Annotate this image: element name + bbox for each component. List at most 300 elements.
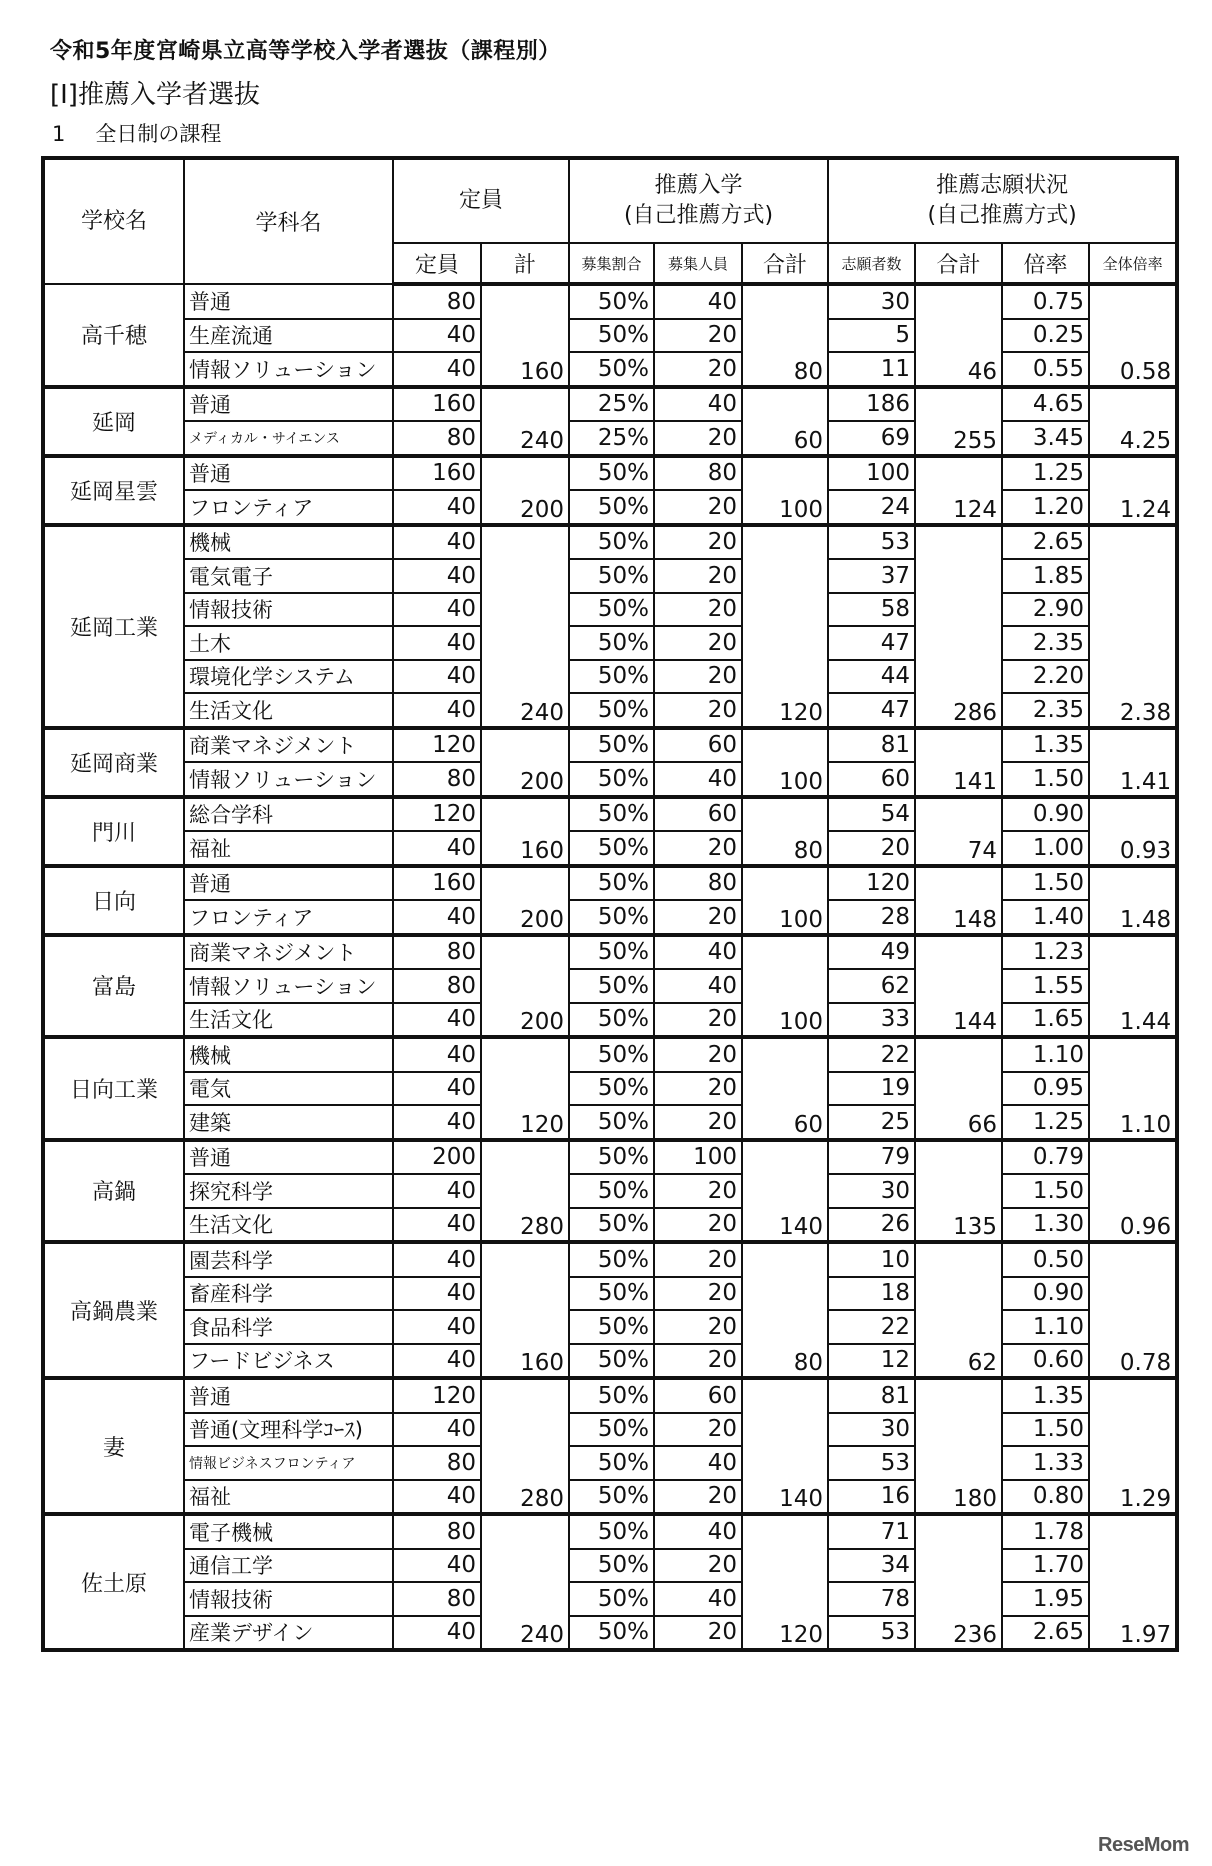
rate: 1.25	[1002, 1105, 1089, 1140]
subject-name: 探究科学	[184, 1174, 393, 1208]
capacity: 120	[393, 1378, 481, 1413]
recruit-ratio: 50%	[569, 693, 654, 728]
subject-name: 生活文化	[184, 693, 393, 728]
capacity: 80	[393, 762, 481, 797]
school-name: 日向工業	[43, 1037, 184, 1140]
recruit-ratio: 50%	[569, 728, 654, 763]
applicants: 69	[828, 421, 915, 456]
table-row	[43, 1072, 1177, 1106]
rate: 1.78	[1002, 1514, 1089, 1549]
recruit-ratio: 50%	[569, 490, 654, 525]
school-name: 延岡商業	[43, 728, 184, 797]
subject-name: 普通(文理科学ｺｰｽ)	[184, 1413, 393, 1447]
applicants: 120	[828, 866, 915, 901]
subject-name: 福祉	[184, 831, 393, 866]
capacity: 40	[393, 1344, 481, 1379]
header-capacity-group: 定員	[393, 158, 569, 243]
overall-rate: 1.48	[1089, 866, 1177, 935]
rate: 0.79	[1002, 1140, 1089, 1175]
header-applicants: 志願者数	[828, 243, 915, 284]
table-row	[43, 693, 1177, 728]
applicants: 25	[828, 1105, 915, 1140]
recruit-ratio: 50%	[569, 1208, 654, 1243]
recruit-ratio: 50%	[569, 284, 654, 319]
subject-name: 情報技術	[184, 1582, 393, 1616]
recruit-count: 20	[654, 1549, 742, 1583]
table-row	[43, 935, 1177, 970]
recruit-ratio: 50%	[569, 797, 654, 832]
subject-name: 総合学科	[184, 797, 393, 832]
subject-name: 園芸科学	[184, 1242, 393, 1277]
subject-name: フロンティア	[184, 490, 393, 525]
recruit-ratio: 50%	[569, 456, 654, 491]
applicants: 81	[828, 728, 915, 763]
capacity: 40	[393, 352, 481, 387]
capacity: 200	[393, 1140, 481, 1175]
subject-name: 普通	[184, 1140, 393, 1175]
table-row	[43, 1105, 1177, 1140]
table-row	[43, 525, 1177, 560]
recruit-count: 20	[654, 900, 742, 935]
recruit-count: 20	[654, 693, 742, 728]
school-name: 富島	[43, 935, 184, 1038]
recruit-ratio: 50%	[569, 1105, 654, 1140]
capacity: 40	[393, 626, 481, 660]
recruit-ratio: 50%	[569, 866, 654, 901]
applicants: 53	[828, 525, 915, 560]
table-row	[43, 490, 1177, 525]
resemom-logo: ReseMom	[1098, 1834, 1189, 1856]
rate: 0.90	[1002, 797, 1089, 832]
applicants: 58	[828, 593, 915, 627]
applicants-total: 141	[915, 728, 1002, 797]
applicants-total: 62	[915, 1242, 1002, 1378]
recruit-ratio: 50%	[569, 352, 654, 387]
applicants: 11	[828, 352, 915, 387]
recruit-ratio: 50%	[569, 762, 654, 797]
recruit-total: 140	[742, 1140, 828, 1243]
rate: 2.35	[1002, 693, 1089, 728]
capacity-total: 200	[481, 456, 569, 525]
table-row	[43, 1140, 1177, 1175]
subject-name: 情報ソリューション	[184, 352, 393, 387]
recruit-total: 100	[742, 866, 828, 935]
recruit-count: 20	[654, 831, 742, 866]
header-recruit-total: 合計	[742, 243, 828, 284]
applicants: 78	[828, 1582, 915, 1616]
capacity: 40	[393, 525, 481, 560]
applicants: 20	[828, 831, 915, 866]
recruit-count: 40	[654, 762, 742, 797]
subject-name: 情報ビジネスフロンティア	[184, 1446, 393, 1480]
table-row	[43, 969, 1177, 1003]
applicants-total: 255	[915, 387, 1002, 456]
capacity: 40	[393, 1277, 481, 1311]
applicants: 22	[828, 1037, 915, 1072]
capacity-total: 240	[481, 1514, 569, 1650]
applicants: 28	[828, 900, 915, 935]
rate: 1.50	[1002, 762, 1089, 797]
recruit-total: 80	[742, 284, 828, 387]
rate: 3.45	[1002, 421, 1089, 456]
capacity-total: 120	[481, 1037, 569, 1140]
recruit-ratio: 50%	[569, 319, 654, 353]
recruit-ratio: 50%	[569, 1616, 654, 1651]
document-subtitle: [Ⅰ]推薦入学者選抜	[50, 80, 260, 110]
recruit-ratio: 50%	[569, 626, 654, 660]
recruit-ratio: 50%	[569, 1514, 654, 1549]
recruit-count: 20	[654, 1480, 742, 1515]
overall-rate: 1.44	[1089, 935, 1177, 1038]
recruit-ratio: 25%	[569, 421, 654, 456]
applicants: 30	[828, 284, 915, 319]
table-row	[43, 1446, 1177, 1480]
subject-name: 機械	[184, 1037, 393, 1072]
capacity-total: 160	[481, 797, 569, 866]
capacity: 40	[393, 1072, 481, 1106]
recruit-count: 20	[654, 1413, 742, 1447]
recruit-ratio: 50%	[569, 1242, 654, 1277]
applicants: 37	[828, 559, 915, 593]
capacity: 40	[393, 1616, 481, 1651]
capacity: 40	[393, 1549, 481, 1583]
recruit-count: 80	[654, 456, 742, 491]
rate: 1.20	[1002, 490, 1089, 525]
subject-name: 情報ソリューション	[184, 762, 393, 797]
overall-rate: 1.29	[1089, 1378, 1177, 1514]
recruit-count: 40	[654, 969, 742, 1003]
table-row	[43, 593, 1177, 627]
applicants: 62	[828, 969, 915, 1003]
table-row	[43, 866, 1177, 901]
recruit-total: 60	[742, 387, 828, 456]
rate: 1.65	[1002, 1003, 1089, 1038]
subject-name: 電気電子	[184, 559, 393, 593]
recruit-ratio: 50%	[569, 969, 654, 1003]
recruit-count: 40	[654, 1446, 742, 1480]
applicants: 30	[828, 1174, 915, 1208]
table-row	[43, 660, 1177, 694]
applicants: 22	[828, 1310, 915, 1344]
overall-rate: 1.97	[1089, 1514, 1177, 1650]
applicants: 71	[828, 1514, 915, 1549]
applicants-total: 124	[915, 456, 1002, 525]
subject-name: 機械	[184, 525, 393, 560]
table-row	[43, 1378, 1177, 1413]
applicants: 24	[828, 490, 915, 525]
recruit-ratio: 50%	[569, 831, 654, 866]
header-applicants-total: 合計	[915, 243, 1002, 284]
recruit-total: 100	[742, 728, 828, 797]
applicants: 53	[828, 1616, 915, 1651]
recruit-ratio: 50%	[569, 559, 654, 593]
school-name: 高鍋	[43, 1140, 184, 1243]
applicants: 18	[828, 1277, 915, 1311]
recruit-total: 120	[742, 525, 828, 728]
recruit-count: 20	[654, 525, 742, 560]
applicants: 33	[828, 1003, 915, 1038]
overall-rate: 4.25	[1089, 387, 1177, 456]
table-row	[43, 387, 1177, 422]
subject-name: 情報技術	[184, 593, 393, 627]
recruit-count: 20	[654, 1174, 742, 1208]
recruit-ratio: 25%	[569, 387, 654, 422]
recruit-count: 40	[654, 1582, 742, 1616]
capacity: 40	[393, 319, 481, 353]
capacity: 40	[393, 1310, 481, 1344]
rate: 0.90	[1002, 1277, 1089, 1311]
subject-name: フロンティア	[184, 900, 393, 935]
section-number: 1	[52, 122, 66, 146]
subject-name: 情報ソリューション	[184, 969, 393, 1003]
overall-rate: 0.58	[1089, 284, 1177, 387]
recruit-count: 100	[654, 1140, 742, 1175]
table-row	[43, 1549, 1177, 1583]
capacity: 40	[393, 1105, 481, 1140]
subject-name: 商業マネジメント	[184, 935, 393, 970]
school-name: 高千穂	[43, 284, 184, 387]
rate: 0.25	[1002, 319, 1089, 353]
capacity-total: 200	[481, 728, 569, 797]
rate: 1.50	[1002, 866, 1089, 901]
applicants-total: 148	[915, 866, 1002, 935]
table-row	[43, 797, 1177, 832]
header-status-group	[828, 158, 1177, 243]
recruit-total: 80	[742, 1242, 828, 1378]
recruit-count: 20	[654, 626, 742, 660]
rate: 1.30	[1002, 1208, 1089, 1243]
rate: 1.25	[1002, 456, 1089, 491]
capacity-total: 240	[481, 387, 569, 456]
capacity: 120	[393, 728, 481, 763]
rate: 1.23	[1002, 935, 1089, 970]
applicants-total: 180	[915, 1378, 1002, 1514]
applicants-total: 286	[915, 525, 1002, 728]
rate: 4.65	[1002, 387, 1089, 422]
subject-name: 普通	[184, 1378, 393, 1413]
admission-table	[41, 156, 1179, 1652]
recruit-count: 40	[654, 284, 742, 319]
applicants: 26	[828, 1208, 915, 1243]
applicants: 53	[828, 1446, 915, 1480]
table-row	[43, 559, 1177, 593]
rate: 2.20	[1002, 660, 1089, 694]
recruit-ratio: 50%	[569, 593, 654, 627]
recruit-count: 20	[654, 1105, 742, 1140]
recruit-count: 20	[654, 1208, 742, 1243]
recruit-total: 100	[742, 456, 828, 525]
subject-name: 普通	[184, 387, 393, 422]
applicants: 44	[828, 660, 915, 694]
header-subject: 学科名	[184, 158, 393, 284]
applicants-total: 135	[915, 1140, 1002, 1243]
subject-name: フードビジネス	[184, 1344, 393, 1379]
table-row	[43, 456, 1177, 491]
capacity: 40	[393, 1208, 481, 1243]
rate: 1.50	[1002, 1413, 1089, 1447]
applicants: 79	[828, 1140, 915, 1175]
rate: 1.70	[1002, 1549, 1089, 1583]
rate: 2.90	[1002, 593, 1089, 627]
capacity: 40	[393, 900, 481, 935]
rate: 1.95	[1002, 1582, 1089, 1616]
recruit-count: 40	[654, 387, 742, 422]
applicants-total: 46	[915, 284, 1002, 387]
school-name: 延岡工業	[43, 525, 184, 728]
applicants: 60	[828, 762, 915, 797]
recruit-count: 60	[654, 797, 742, 832]
table-row	[43, 1413, 1177, 1447]
table-row	[43, 1480, 1177, 1515]
subject-name: 生活文化	[184, 1003, 393, 1038]
rate: 1.10	[1002, 1037, 1089, 1072]
applicants-total: 66	[915, 1037, 1002, 1140]
recruit-ratio: 50%	[569, 1378, 654, 1413]
overall-rate: 0.78	[1089, 1242, 1177, 1378]
recruit-ratio: 50%	[569, 1277, 654, 1311]
applicants: 49	[828, 935, 915, 970]
capacity: 80	[393, 1582, 481, 1616]
capacity: 160	[393, 456, 481, 491]
table-row	[43, 1514, 1177, 1549]
recruit-ratio: 50%	[569, 1344, 654, 1379]
capacity: 80	[393, 421, 481, 456]
rate: 1.00	[1002, 831, 1089, 866]
recruit-count: 80	[654, 866, 742, 901]
overall-rate: 1.10	[1089, 1037, 1177, 1140]
table-row	[43, 762, 1177, 797]
capacity: 40	[393, 660, 481, 694]
recruit-ratio: 50%	[569, 1480, 654, 1515]
subject-name: 食品科学	[184, 1310, 393, 1344]
rate: 0.50	[1002, 1242, 1089, 1277]
recruit-ratio: 50%	[569, 1174, 654, 1208]
table-row	[43, 1003, 1177, 1038]
applicants: 10	[828, 1242, 915, 1277]
recruit-count: 20	[654, 1277, 742, 1311]
capacity: 40	[393, 1003, 481, 1038]
capacity: 40	[393, 593, 481, 627]
header-capacity: 定員	[393, 243, 481, 284]
header-school: 学校名	[43, 158, 184, 284]
rate: 0.80	[1002, 1480, 1089, 1515]
subject-name: 通信工学	[184, 1549, 393, 1583]
applicants: 16	[828, 1480, 915, 1515]
subject-name: 生産流通	[184, 319, 393, 353]
subject-name: 生活文化	[184, 1208, 393, 1243]
rate: 2.35	[1002, 626, 1089, 660]
section-heading	[52, 118, 221, 148]
capacity-total: 160	[481, 284, 569, 387]
table-row	[43, 1582, 1177, 1616]
recruit-ratio: 50%	[569, 1413, 654, 1447]
recruit-count: 20	[654, 352, 742, 387]
recruit-ratio: 50%	[569, 525, 654, 560]
overall-rate: 1.24	[1089, 456, 1177, 525]
header-recruit-ratio: 募集割合	[569, 243, 654, 284]
recruit-count: 20	[654, 1072, 742, 1106]
capacity: 80	[393, 1446, 481, 1480]
capacity: 160	[393, 866, 481, 901]
document-title: 令和5年度宮崎県立高等学校入学者選抜（課程別）	[50, 39, 561, 64]
table-row	[43, 284, 1177, 319]
section-label: 全日制の課程	[95, 122, 222, 146]
overall-rate: 1.41	[1089, 728, 1177, 797]
capacity: 40	[393, 1037, 481, 1072]
rate: 0.55	[1002, 352, 1089, 387]
subject-name: 畜産科学	[184, 1277, 393, 1311]
capacity: 80	[393, 969, 481, 1003]
subject-name: 普通	[184, 866, 393, 901]
overall-rate: 2.38	[1089, 525, 1177, 728]
table-row	[43, 831, 1177, 866]
table-body	[43, 284, 1177, 1650]
table-row	[43, 319, 1177, 353]
header-recruit-count: 募集人員	[654, 243, 742, 284]
applicants-total: 144	[915, 935, 1002, 1038]
table-row	[43, 1037, 1177, 1072]
capacity: 80	[393, 1514, 481, 1549]
applicants: 81	[828, 1378, 915, 1413]
recruit-count: 20	[654, 1344, 742, 1379]
subject-name: 土木	[184, 626, 393, 660]
capacity: 160	[393, 387, 481, 422]
recruit-count: 20	[654, 1003, 742, 1038]
rate: 2.65	[1002, 525, 1089, 560]
capacity-total: 280	[481, 1140, 569, 1243]
table-row	[43, 1242, 1177, 1277]
recruit-count: 60	[654, 728, 742, 763]
capacity: 40	[393, 490, 481, 525]
recruit-total: 100	[742, 935, 828, 1038]
applicants: 12	[828, 1344, 915, 1379]
recruit-count: 60	[654, 1378, 742, 1413]
applicants: 186	[828, 387, 915, 422]
header-status-line1: 推薦志願状況	[936, 173, 1069, 199]
subject-name: 普通	[184, 284, 393, 319]
applicants: 5	[828, 319, 915, 353]
recruit-count: 20	[654, 593, 742, 627]
recruit-ratio: 50%	[569, 935, 654, 970]
table-row	[43, 1344, 1177, 1379]
table-row	[43, 728, 1177, 763]
recruit-ratio: 50%	[569, 1310, 654, 1344]
rate: 1.10	[1002, 1310, 1089, 1344]
subject-name: 産業デザイン	[184, 1616, 393, 1651]
overall-rate: 0.93	[1089, 797, 1177, 866]
recruit-ratio: 50%	[569, 1037, 654, 1072]
school-name: 日向	[43, 866, 184, 935]
capacity-total: 200	[481, 935, 569, 1038]
applicants-total: 74	[915, 797, 1002, 866]
capacity: 40	[393, 1174, 481, 1208]
header-overall-rate: 全体倍率	[1089, 243, 1177, 284]
recruit-count: 20	[654, 421, 742, 456]
subject-name: 電子機械	[184, 1514, 393, 1549]
recruit-total: 80	[742, 797, 828, 866]
rate: 2.65	[1002, 1616, 1089, 1651]
applicants: 47	[828, 626, 915, 660]
capacity: 40	[393, 559, 481, 593]
applicants: 34	[828, 1549, 915, 1583]
recruit-ratio: 50%	[569, 1003, 654, 1038]
capacity: 40	[393, 1242, 481, 1277]
header-status-line2: (自己推薦方式)	[927, 203, 1077, 228]
recruit-count: 20	[654, 319, 742, 353]
school-name: 門川	[43, 797, 184, 866]
capacity: 120	[393, 797, 481, 832]
subject-name: 福祉	[184, 1480, 393, 1515]
